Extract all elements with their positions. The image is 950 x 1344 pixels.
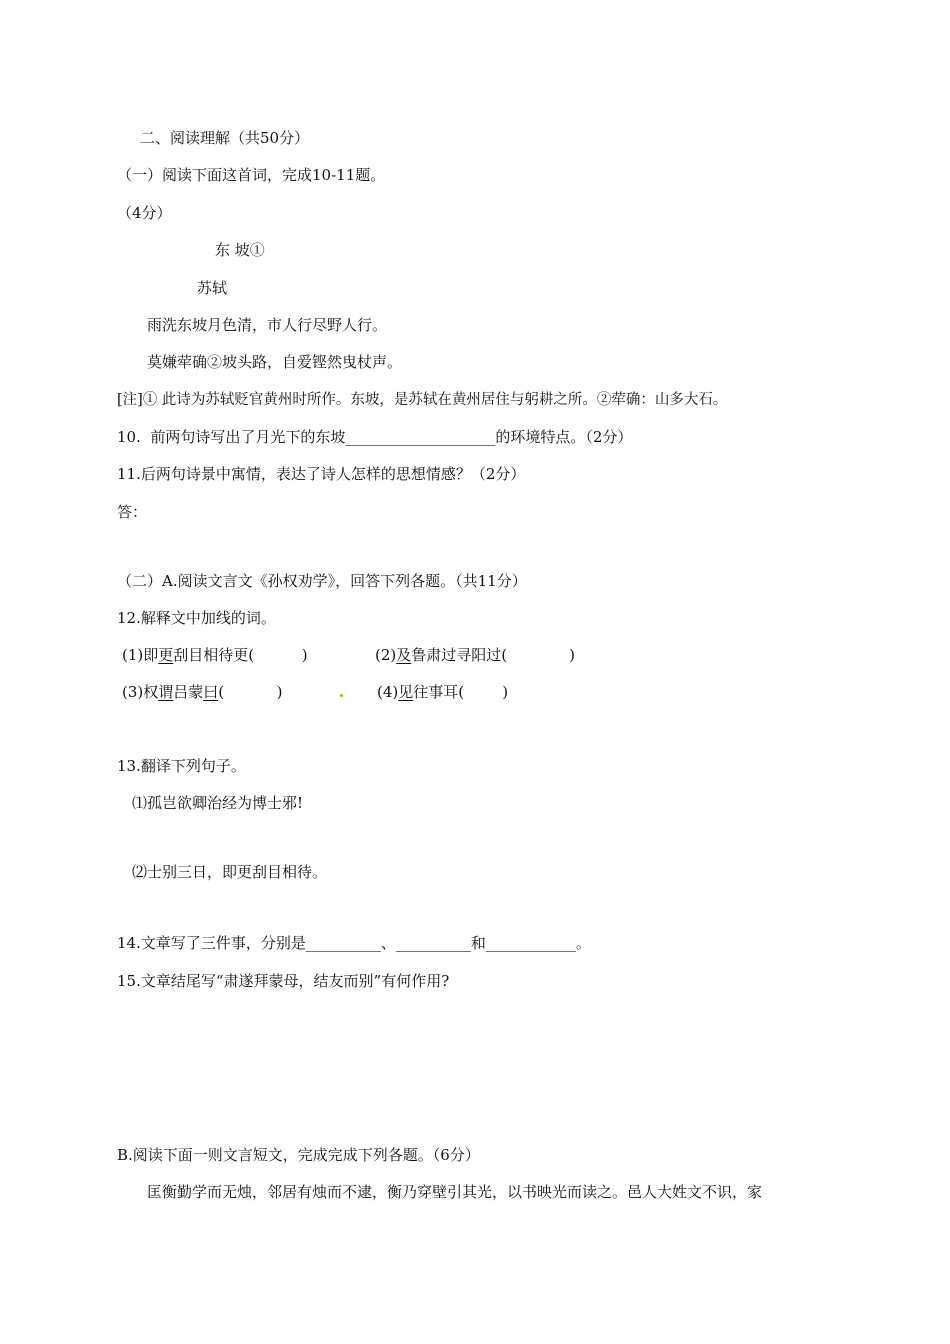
question-14: 14.文章写了三件事，分别是__________、__________和____________。 [117, 934, 591, 952]
poem-points: （4分） [117, 204, 172, 222]
q13-sentence-2: ⑵士别三日，即更刮目相待。 [132, 863, 328, 881]
poem-note: [注]① 此诗为苏轼贬官黄州时所作。东坡，是苏轼在黄州居住与躬耕之所。②荦确：山多大石。 [117, 392, 728, 408]
question-10: 10. 前两句诗写出了月光下的东坡____________________的环境特点。（2分） [117, 428, 633, 446]
poem-author: 苏轼 [197, 279, 228, 297]
answer-label: 答： [117, 503, 148, 521]
question-13: 13.翻译下列句子。 [117, 757, 246, 775]
question-11: 11.后两句诗景中寓情，表达了诗人怎样的思想情感？（2分） [117, 465, 526, 483]
q12-item-2: (2)及鲁肃过寻阳过( ) [375, 646, 575, 664]
section-b-intro: B.阅读下面一则文言短文，完成完成下列各题。（6分） [117, 1146, 480, 1164]
stray-mark [340, 694, 343, 697]
q13-sentence-1: ⑴孤岂欲卿治经为博士邪! [132, 794, 304, 812]
underlined-word: 谓 [158, 683, 174, 701]
poem-intro: （一）阅读下面这首词，完成10-11题。 [117, 166, 386, 184]
q12-item-3: (3)权谓吕蒙曰( ) [122, 683, 283, 701]
section-heading: 二、阅读理解（共50分） [140, 129, 310, 147]
poem-line-1: 雨洗东坡月色清，市人行尽野人行。 [147, 316, 388, 334]
poem-title: 东 坡① [215, 241, 265, 259]
q12-item-1: (1)即更刮目相待更( ) [122, 646, 308, 664]
question-12: 12.解释文中加线的词。 [117, 609, 276, 627]
underlined-word: 曰 [203, 683, 219, 701]
question-15: 15.文章结尾写“肃遂拜蒙母，结友而别”有何作用? [117, 972, 450, 990]
q12-item-4: (4)见往事耳( ) [377, 683, 509, 701]
poem-line-2: 莫嫌荦确②坡头路，自爱铿然曳杖声。 [147, 353, 403, 371]
underlined-word: 及 [396, 646, 412, 664]
section-a-intro: （二）A.阅读文言文《孙权劝学》，回答下列各题。（共11分） [117, 572, 527, 590]
underlined-word: 更 [158, 646, 174, 664]
section-b-text-line-1: 匡衡勤学而无烛，邻居有烛而不逮，衡乃穿壁引其光，以书映光而读之。邑人大姓文不识，家 [147, 1183, 763, 1201]
underlined-word: 见 [398, 683, 414, 701]
